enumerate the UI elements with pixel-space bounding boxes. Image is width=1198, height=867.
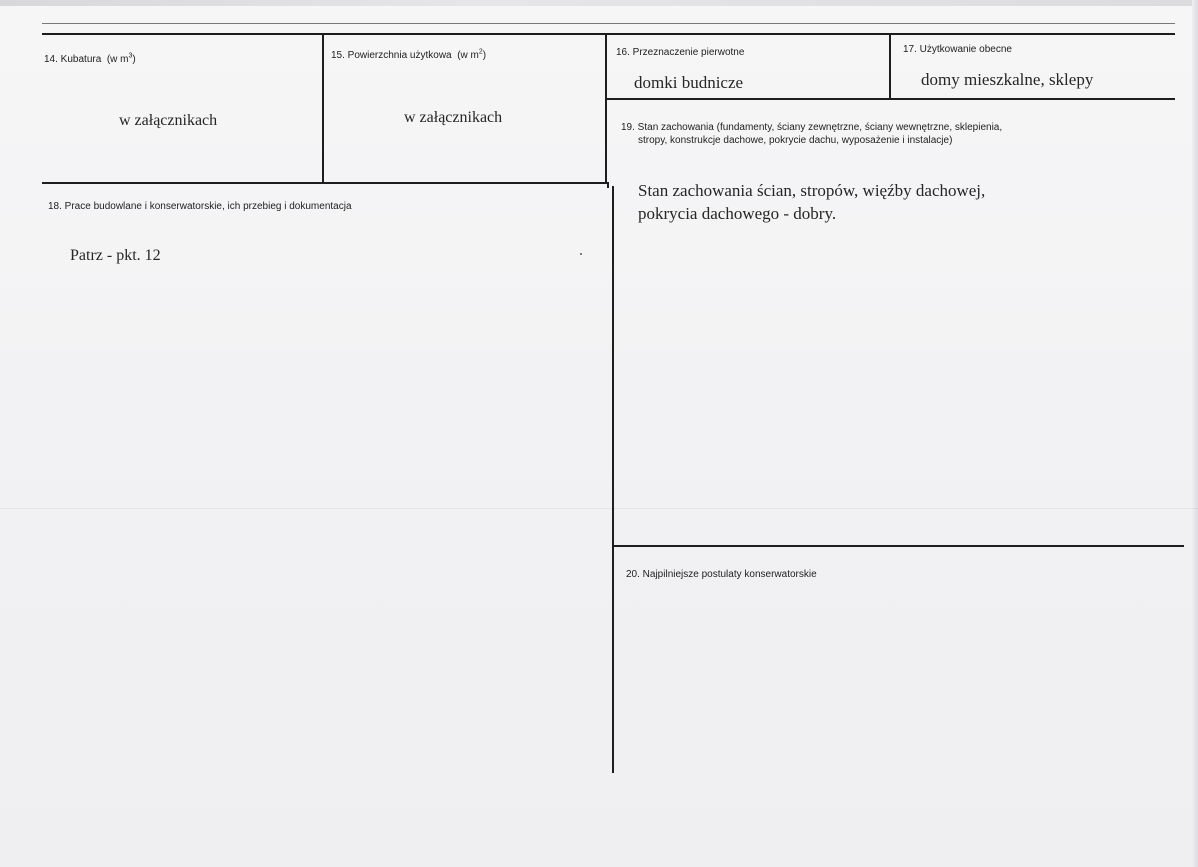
field-20-label: 20. Najpilniejsze postulaty konserwatorskie xyxy=(626,569,817,580)
field-15-value: w załącznikach xyxy=(404,109,503,126)
divider-15-16 xyxy=(605,33,607,183)
field-17-label: 17. Użytkowanie obecne xyxy=(903,44,1012,55)
field-19-value-line-2: pokrycia dachowego - dobry. xyxy=(638,204,837,223)
field-15-label: 15. Powierzchnia użytkowa (w $m^2$) xyxy=(331,48,487,61)
divider-18-19 xyxy=(607,182,609,188)
row-16-17-bottom-rule xyxy=(607,98,1175,100)
row1-top-rule xyxy=(42,33,1175,35)
field-17-value: domy mieszkalne, sklepy xyxy=(921,70,1094,89)
field-14-label: 14. Kubatura (w $m^3$) xyxy=(44,52,136,65)
divider-16-17 xyxy=(889,33,891,100)
scan-top-edge xyxy=(0,0,1198,6)
field-19-value-line-1: Stan zachowania ścian, stropów, więźby dachowej, xyxy=(638,181,986,200)
field-16-value: domki budnicze xyxy=(634,73,744,92)
field-16-label: 16. Przeznaczenie pierwotne xyxy=(616,47,745,58)
divider-14-15 xyxy=(322,33,324,183)
paper-fold xyxy=(0,508,1198,509)
row-19-20-rule xyxy=(613,545,1184,547)
scan-right-edge xyxy=(1192,0,1198,867)
field-19-label-line-2: stropy, konstrukcje dachowe, pokrycie dachu, wyposażenie i instalacje) xyxy=(638,135,953,146)
center-divider xyxy=(612,186,614,773)
field-14-value: w załącznikach xyxy=(119,112,218,129)
field-18-value: Patrz - pkt. 12 xyxy=(70,247,161,264)
field-19-label-line-1: 19. Stan zachowania (fundamenty, ściany zewnętrzne, ściany wewnętrzne, sklepienia, xyxy=(621,122,1003,133)
ink-speck xyxy=(580,253,582,255)
row-14-15-bottom-rule xyxy=(42,182,608,184)
form-top-border xyxy=(42,23,1175,24)
field-18-label: 18. Prace budowlane i konserwatorskie, ich przebieg i dokumentacja xyxy=(48,201,352,212)
